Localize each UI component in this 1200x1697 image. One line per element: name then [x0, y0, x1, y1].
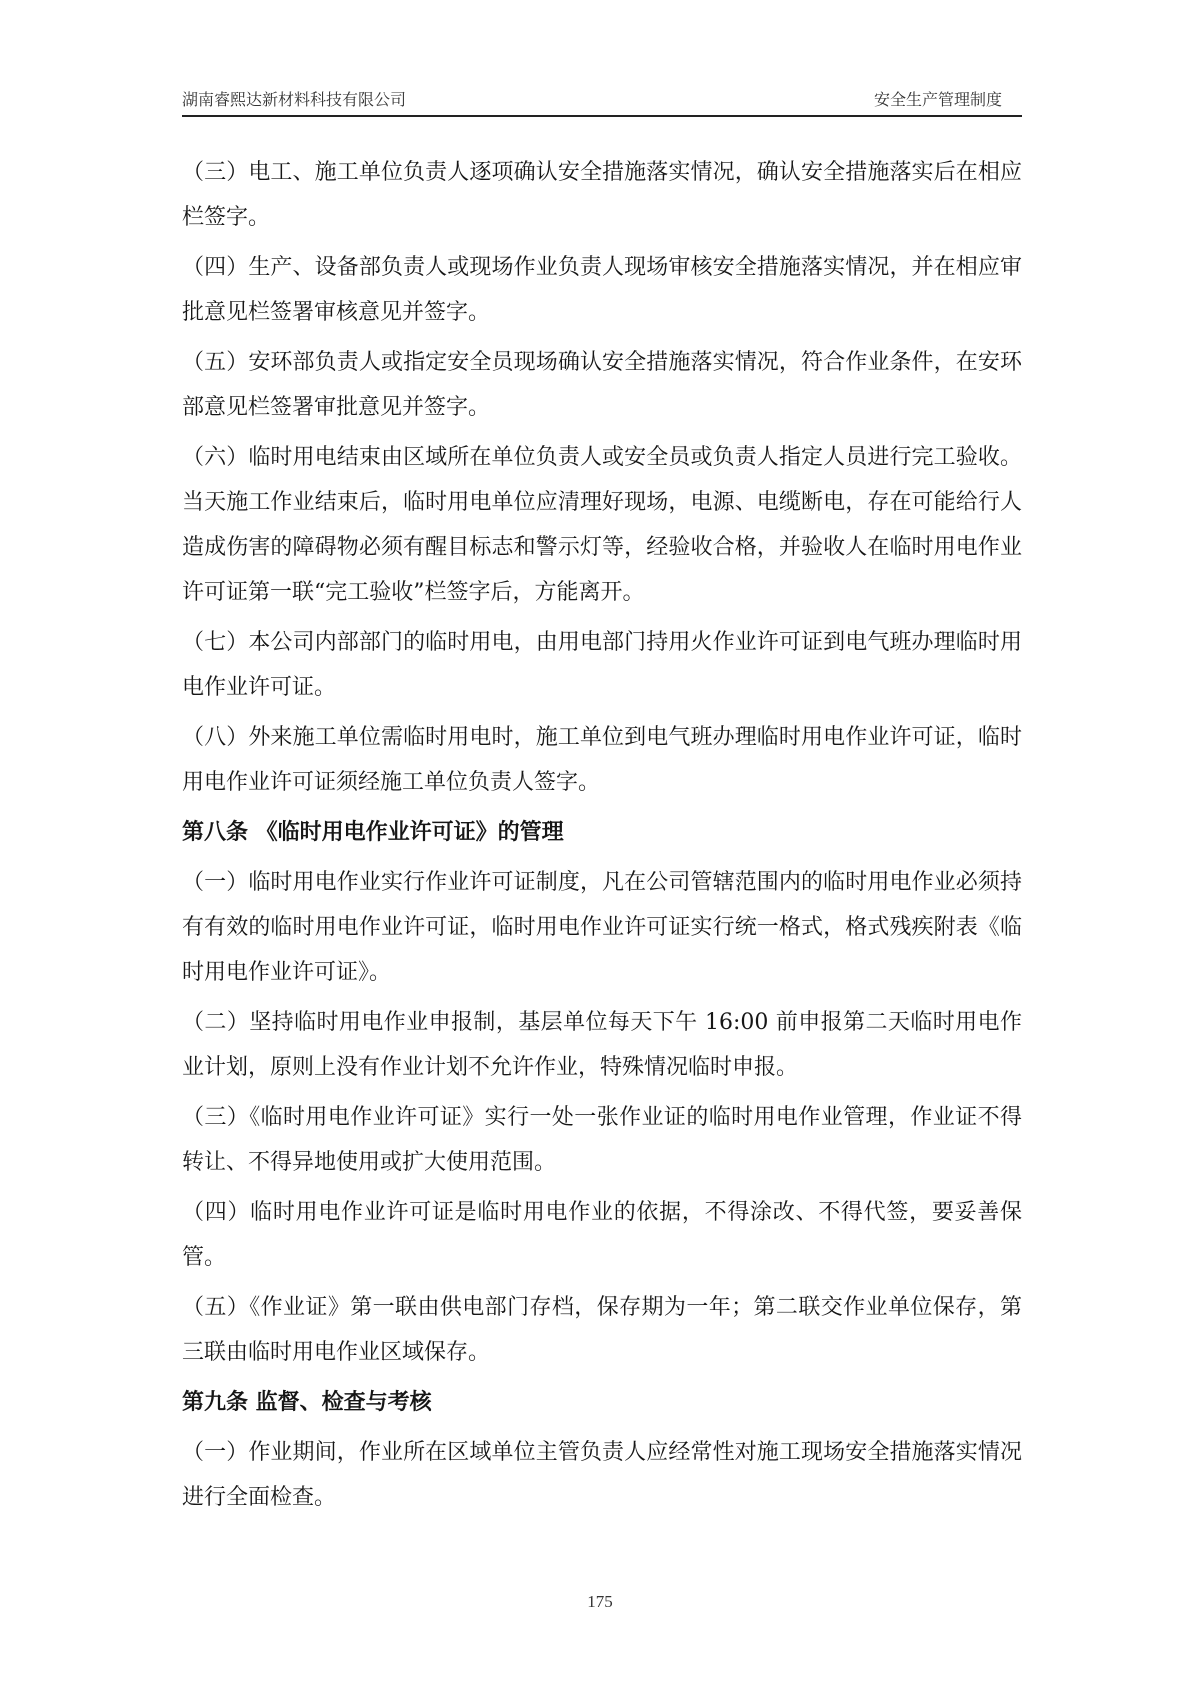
header-doc-title: 安全生产管理制度: [873, 90, 1002, 109]
paragraph: （五）安环部负责人或指定安全员现场确认安全措施落实情况，符合作业条件，在安环部意见栏签署审批意见并签字。: [182, 350, 1022, 420]
paragraph: （五）《作业证》第一联由供电部门存档，保存期为一年；第二联交作业单位保存，第三联由临时用电作业区域保存。: [182, 1295, 1022, 1365]
paragraph: （六）临时用电结束由区域所在单位负责人或安全员或负责人指定人员进行完工验收。当天施工作业结束后，临时用电单位应清理好现场，电源、电缆断电，存在可能给行人造成伤害的障碍物必须有醒目标志和警示灯等，经验收合格，并验收人在临时用电作业许可证第一联“完工验收”栏签字后，方能离开。: [182, 445, 1022, 605]
paragraph: （七）本公司内部部门的临时用电，由用电部门持用火作业许可证到电气班办理临时用电作业许可证。: [182, 630, 1022, 700]
paragraph: （八）外来施工单位需临时用电时，施工单位到电气班办理临时用电作业许可证，临时用电作业许可证须经施工单位负责人签字。: [182, 725, 1022, 795]
paragraph: （一）作业期间，作业所在区域单位主管负责人应经常性对施工现场安全措施落实情况进行全面检查。: [182, 1440, 1022, 1510]
section-heading: 第八条 《临时用电作业许可证》的管理: [182, 820, 564, 845]
paragraph: （四）生产、设备部负责人或现场作业负责人现场审核安全措施落实情况，并在相应审批意见栏签署审核意见并签字。: [182, 255, 1022, 325]
section-heading: 第九条 监督、检查与考核: [182, 1390, 432, 1415]
paragraph: （三）电工、施工单位负责人逐项确认安全措施落实情况，确认安全措施落实后在相应栏签字。: [182, 160, 1022, 230]
paragraph: （四）临时用电作业许可证是临时用电作业的依据，不得涂改、不得代签，要妥善保管。: [182, 1200, 1022, 1270]
page-body: [182, 150, 1022, 1525]
page-header: [182, 81, 1022, 117]
paragraph: （三）《临时用电作业许可证》实行一处一张作业证的临时用电作业管理，作业证不得转让、不得异地使用或扩大使用范围。: [182, 1105, 1022, 1175]
page-number: 175: [587, 1592, 613, 1611]
header-company: 湖南睿熙达新材料科技有限公司: [182, 90, 407, 109]
paragraph: （二）坚持临时用电作业申报制，基层单位每天下午 16:00 前申报第二天临时用电作业计划，原则上没有作业计划不允许作业，特殊情况临时申报。: [182, 1010, 1022, 1080]
paragraph: （一）临时用电作业实行作业许可证制度，凡在公司管辖范围内的临时用电作业必须持有有效的临时用电作业许可证，临时用电作业许可证实行统一格式，格式残疾附表《临时用电作业许可证》。: [182, 870, 1022, 985]
